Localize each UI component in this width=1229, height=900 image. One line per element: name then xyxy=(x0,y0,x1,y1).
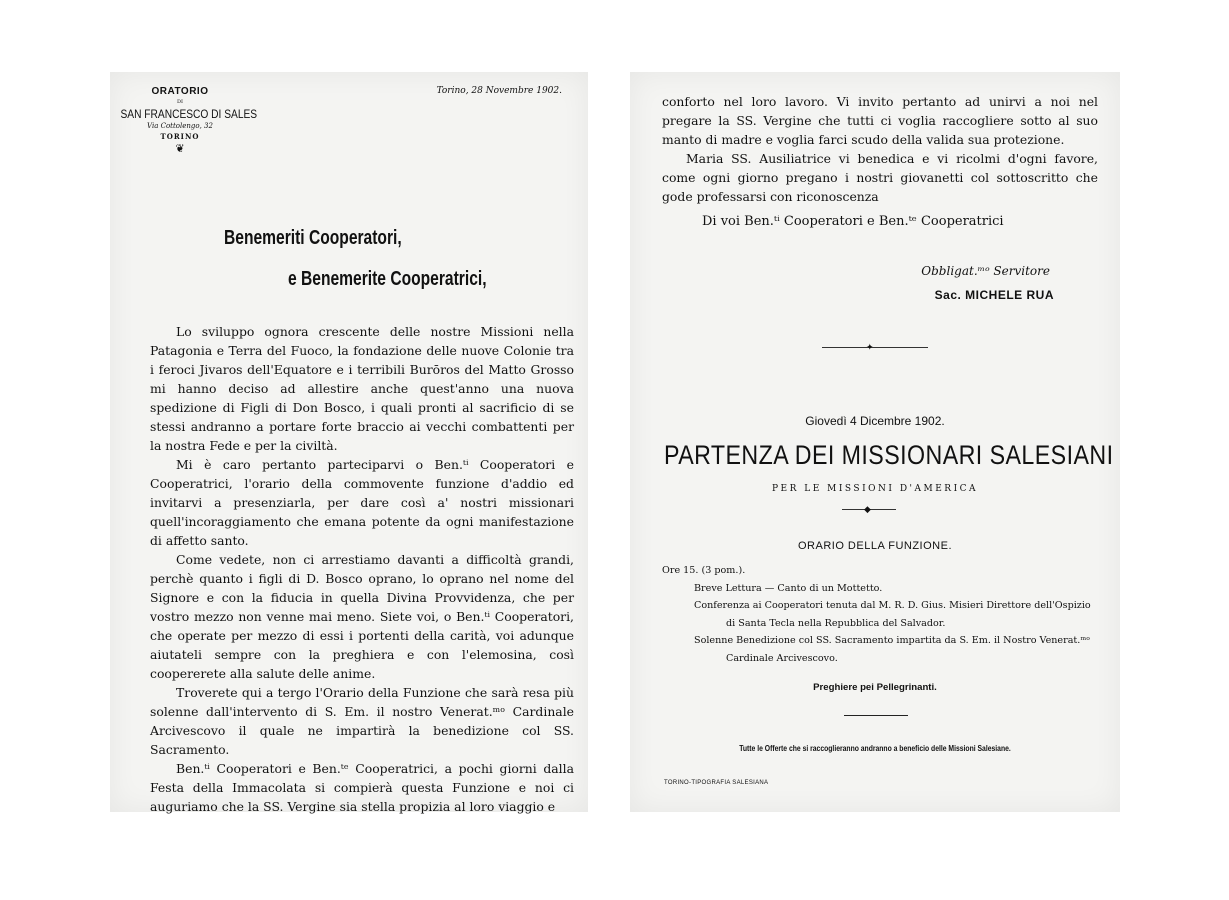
divider-rule xyxy=(844,715,908,716)
header-line-di: DI xyxy=(177,99,183,105)
header-line-city: TORINO xyxy=(160,132,200,141)
header-line-name: SAN FRANCESCO DI SALES xyxy=(120,107,258,121)
small-ornament-icon: ◆ xyxy=(842,504,896,516)
schedule-heading: ORARIO DELLA FUNZIONE. xyxy=(797,540,953,552)
letter-body xyxy=(150,322,574,816)
schedule-time: Ore 15. (3 pom.). xyxy=(662,565,746,576)
continuation-paragraph: conforto nel loro lavoro. Vi invito pertanto ad unirvi a noi nel pregare la SS. Vergine che tutti ci voglia raccogliere sotto al suo manto di madre e voglia farci scudo della valida sua protezione. xyxy=(662,94,1098,147)
letter-continuation xyxy=(662,92,1098,206)
oratory-header xyxy=(110,72,258,155)
letter-paragraph: Ben.ᵗⁱ Cooperatori e Ben.ᵗᵉ Cooperatrici, a pochi giorni dalla Festa della Immacolata si compierà questa Funzione e noi ci auguriamo che la SS. Vergine sia stella propizia al loro viaggio e xyxy=(150,761,574,814)
schedule-item: Breve Lettura — Canto di un Mottetto. xyxy=(694,582,883,594)
event-date: Giovedì 4 Dicembre 1902. xyxy=(805,414,945,428)
header-line-oratorio: ORATORIO xyxy=(151,86,209,97)
dateline: Torino, 28 Novembre 1902. xyxy=(436,86,562,96)
emblem-icon: ❦ xyxy=(175,142,185,155)
offerings-note: Tutte le Offerte che si raccoglieranno andranno a beneficio delle Missioni Salesiane. xyxy=(739,744,1011,753)
continuation-paragraph: Maria SS. Ausiliatrice vi benedica e vi ricolmi d'ogni favore, come ogni giorno pregano i nostri giovanetti col sottoscritto che gode professarsi con riconoscenza xyxy=(662,151,1098,204)
schedule-item: Solenne Benedizione col SS. Sacramento impartita da S. Em. il Nostro Venerat.ᵐᵒ Cardinale Arcivescovo. xyxy=(694,635,1090,664)
letter-paragraph: Lo sviluppo ognora crescente delle nostre Missioni nella Patagonia e Terra del Fuoco, la fondazione delle nuove Colonie tra i feroci Jivaros dell'Equatore e i terribili Burōros del Matto Grosso mi hanno deciso ad allestire anche quest'anno una nuova spedizione di Figli di Don Bosco, i quali pronti al sacrificio di se stessi andranno a portare forte braccio ai vecchi combattenti per la nostra Fede e per la civiltà. xyxy=(150,324,574,453)
signature-title: Obbligat.ᵐᵒ Servitore xyxy=(921,264,1050,278)
schedule-item: Conferenza ai Cooperatori tenuta dal M. R. D. Gius. Misieri Direttore dell'Ospizio di Santa Tecla nella Repubblica del Salvador. xyxy=(694,600,1091,629)
event-title: PARTENZA DEI MISSIONARI SALESIANI xyxy=(664,440,1114,470)
letter-page-left xyxy=(110,72,588,812)
signature-name: Sac. MICHELE RUA xyxy=(934,288,1054,302)
letter-paragraph: Come vedete, non ci arrestiamo davanti a difficoltà grandi, perchè quanto i figli di D. Bosco oprano, lo oprano nel nome del Signore e con la fiducia in quella Divina Provvidenza, che per vostro mezzo non venne mai meno. Siete voi, o Ben.ᵗⁱ Cooperatori, che operate per mezzo di essi i portenti della carità, voi adunque aiutateli sempre con la preghiera e con l'elemosina, così coopererete alla salute delle anime. xyxy=(150,552,574,681)
letter-paragraph: Mi è caro pertanto parteciparvi o Ben.ᵗⁱ Cooperatori e Cooperatrici, l'orario della commovente funzione d'addio ed invitarvi a presenziarla, per dare così a' nostri missionari quell'incoraggiamento che emana potente da ogni manifestazione di affetto santo. xyxy=(150,457,574,548)
schedule-list xyxy=(662,562,1094,667)
letter-page-right xyxy=(630,72,1120,812)
ornament-divider-icon: ✦ xyxy=(822,342,928,354)
closing-greeting: Di voi Ben.ᵗⁱ Cooperatori e Ben.ᵗᵉ Cooperatrici xyxy=(702,214,1004,229)
letter-paragraph: Troverete qui a tergo l'Orario della Funzione che sarà resa più solenne dall'intervento di S. Em. il nostro Venerat.ᵐᵒ Cardinale Arcivescovo il quale ne impartirà la benedizione col SS. Sacramento. xyxy=(150,685,574,757)
event-subtitle: PER LE MISSIONI D'AMERICA xyxy=(771,484,979,494)
header-line-address: Via Cottolengo, 32 xyxy=(147,122,213,130)
salutation-line-1: Benemeriti Cooperatori, xyxy=(224,227,402,249)
printer-imprint: TORINO-TIPOGRAFIA SALESIANA xyxy=(664,780,769,786)
prayers-note: Preghiere pei Pellegrinanti. xyxy=(813,682,937,693)
salutation-line-2: e Benemerite Cooperatrici, xyxy=(288,268,487,290)
